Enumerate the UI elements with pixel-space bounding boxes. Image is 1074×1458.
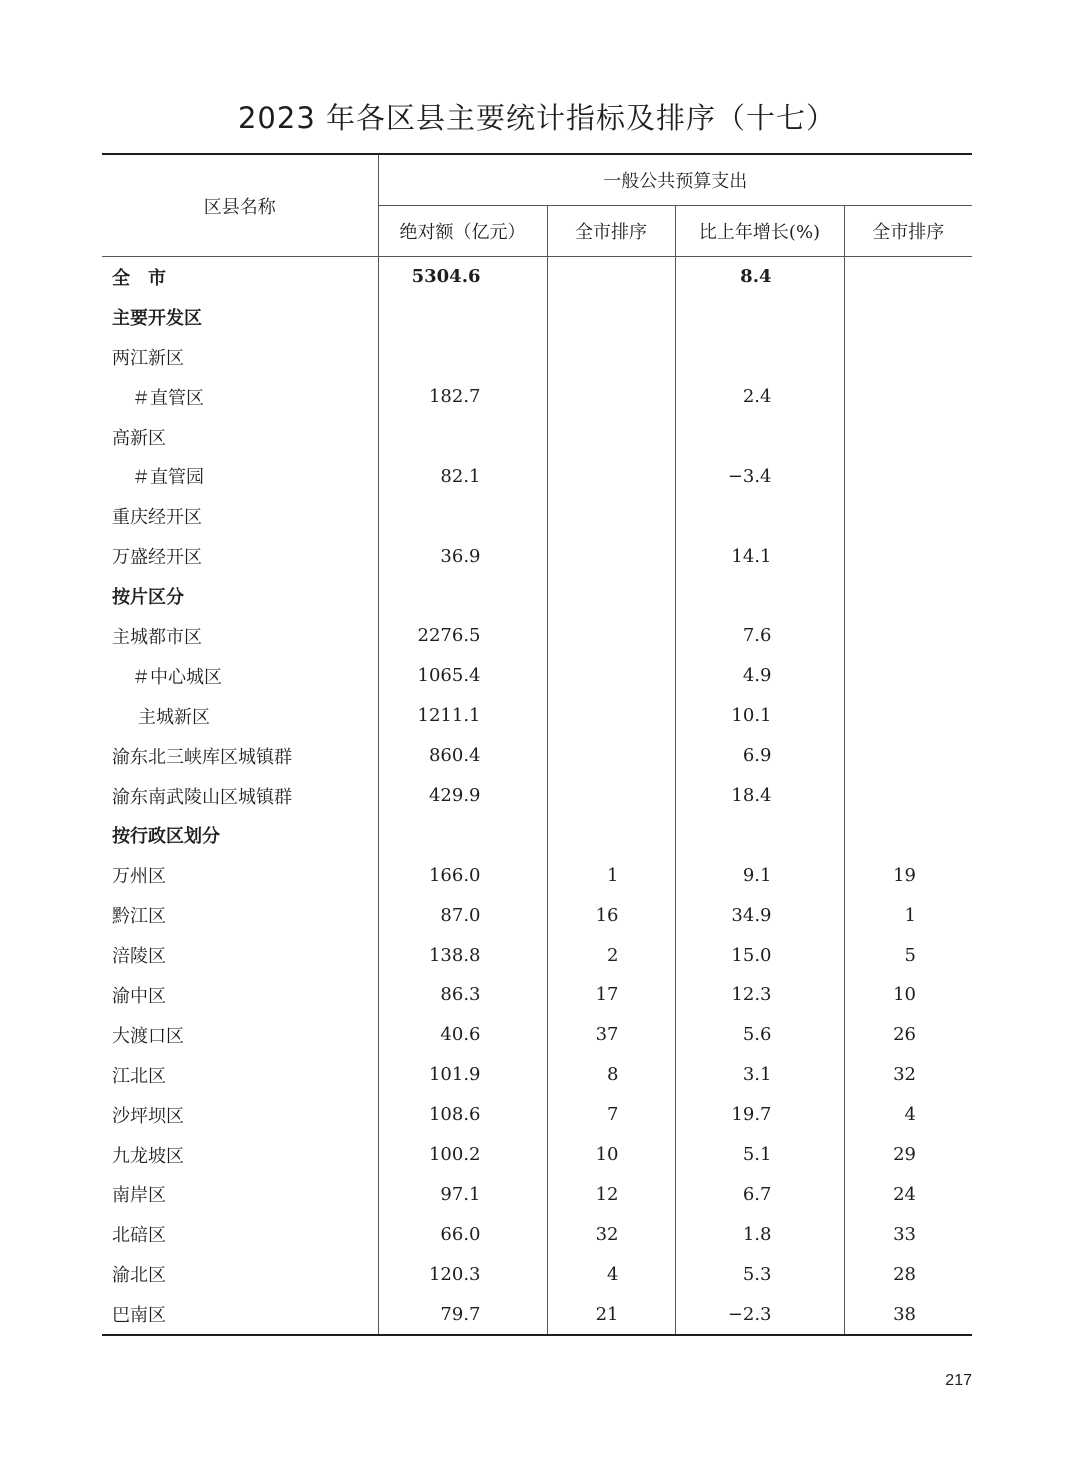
growth-cell: 5.3 bbox=[675, 1254, 844, 1294]
rank-growth-cell bbox=[844, 536, 972, 576]
rank-growth-cell bbox=[844, 576, 972, 616]
growth-cell: −3.4 bbox=[675, 456, 844, 496]
header-budget-expenditure: 一般公共预算支出 bbox=[378, 154, 972, 206]
absolute-amount-cell: 1065.4 bbox=[378, 656, 547, 696]
rank-growth-cell: 28 bbox=[893, 1263, 916, 1285]
table-row bbox=[102, 1015, 972, 1055]
district-name-cell: 渝东南武陵山区城镇群 bbox=[102, 776, 378, 816]
table-row bbox=[102, 1135, 972, 1175]
rank-growth-cell bbox=[844, 337, 972, 377]
absolute-amount-cell: 5304.6 bbox=[378, 257, 547, 297]
growth-cell: 7.6 bbox=[675, 616, 844, 656]
table-row bbox=[102, 1055, 972, 1095]
growth-cell: 19.7 bbox=[675, 1095, 844, 1135]
rank-amount-cell bbox=[547, 297, 675, 337]
table-row bbox=[102, 456, 972, 496]
district-name-cell: ＃直管区 bbox=[102, 377, 378, 417]
rank-growth-cell bbox=[844, 616, 972, 656]
rank-amount-cell bbox=[547, 656, 675, 696]
district-name-cell: 九龙坡区 bbox=[102, 1135, 378, 1175]
absolute-amount-cell: 860.4 bbox=[378, 736, 547, 776]
table-row bbox=[102, 337, 972, 377]
district-name-cell: 渝东北三峡库区城镇群 bbox=[102, 736, 378, 776]
rank-growth-cell bbox=[844, 297, 972, 337]
rank-amount-cell: 37 bbox=[547, 1015, 675, 1055]
rank-growth-cell: 32 bbox=[893, 1064, 916, 1086]
growth-cell: 12.3 bbox=[675, 975, 844, 1015]
district-name-cell: 两江新区 bbox=[102, 337, 378, 377]
rank-amount-cell: 16 bbox=[547, 895, 675, 935]
rank-growth-cell: 10 bbox=[893, 984, 916, 1006]
rank-amount-cell bbox=[547, 257, 675, 297]
growth-cell bbox=[675, 496, 844, 536]
growth-cell: 15.0 bbox=[675, 935, 844, 975]
rank-growth-cell: 1 bbox=[904, 904, 916, 926]
growth-cell bbox=[675, 576, 844, 616]
district-name-cell: 涪陵区 bbox=[102, 935, 378, 975]
table-row bbox=[102, 656, 972, 696]
growth-cell: 4.9 bbox=[675, 656, 844, 696]
rank-amount-cell bbox=[547, 776, 675, 816]
absolute-amount-cell: 40.6 bbox=[378, 1015, 547, 1055]
district-name-cell: 江北区 bbox=[102, 1055, 378, 1095]
growth-cell: 9.1 bbox=[675, 855, 844, 895]
rank-growth-cell bbox=[844, 377, 972, 417]
table-row bbox=[102, 1095, 972, 1135]
district-name-cell: 大渡口区 bbox=[102, 1015, 378, 1055]
absolute-amount-cell: 138.8 bbox=[378, 935, 547, 975]
district-name-cell: 万州区 bbox=[102, 855, 378, 895]
district-name-cell: 南岸区 bbox=[102, 1174, 378, 1214]
growth-cell: −2.3 bbox=[675, 1294, 844, 1335]
growth-cell: 6.9 bbox=[675, 736, 844, 776]
district-name-cell: ＃中心城区 bbox=[102, 656, 378, 696]
table-row bbox=[102, 496, 972, 536]
page-number: 217 bbox=[945, 1372, 972, 1389]
rank-amount-cell: 10 bbox=[547, 1135, 675, 1175]
header-district-name: 区县名称 bbox=[102, 154, 378, 257]
rank-growth-cell bbox=[844, 815, 972, 855]
absolute-amount-cell bbox=[378, 297, 547, 337]
rank-growth-cell: 5 bbox=[904, 944, 916, 966]
growth-cell: 14.1 bbox=[675, 536, 844, 576]
table-row bbox=[102, 895, 972, 935]
table-row bbox=[102, 417, 972, 457]
rank-growth-cell: 19 bbox=[893, 864, 916, 886]
district-name-cell: 主城新区 bbox=[102, 696, 378, 736]
rank-amount-cell: 8 bbox=[547, 1055, 675, 1095]
table-row bbox=[102, 1294, 972, 1335]
rank-amount-cell: 12 bbox=[547, 1174, 675, 1214]
table-row bbox=[102, 576, 972, 616]
district-name-cell: 巴南区 bbox=[102, 1294, 378, 1335]
table-row bbox=[102, 1174, 972, 1214]
growth-cell: 1.8 bbox=[675, 1214, 844, 1254]
rank-growth-cell bbox=[844, 417, 972, 457]
district-name-cell: 全 市 bbox=[102, 257, 378, 297]
absolute-amount-cell bbox=[378, 576, 547, 616]
rank-amount-cell bbox=[547, 536, 675, 576]
table-row bbox=[102, 736, 972, 776]
district-name-cell: 高新区 bbox=[102, 417, 378, 457]
rank-amount-cell bbox=[547, 337, 675, 377]
absolute-amount-cell: 120.3 bbox=[378, 1254, 547, 1294]
table-row bbox=[102, 257, 972, 297]
absolute-amount-cell: 86.3 bbox=[378, 975, 547, 1015]
header-absolute-amount: 绝对额（亿元） bbox=[378, 206, 547, 257]
district-name-cell: 重庆经开区 bbox=[102, 496, 378, 536]
rank-growth-cell bbox=[844, 496, 972, 536]
rank-growth-cell bbox=[844, 696, 972, 736]
district-name-cell: 主要开发区 bbox=[102, 297, 378, 337]
rank-growth-cell: 26 bbox=[893, 1024, 916, 1046]
absolute-amount-cell: 79.7 bbox=[378, 1294, 547, 1335]
rank-growth-cell bbox=[844, 736, 972, 776]
district-name-cell: 渝北区 bbox=[102, 1254, 378, 1294]
growth-cell: 5.1 bbox=[675, 1135, 844, 1175]
growth-cell: 18.4 bbox=[675, 776, 844, 816]
absolute-amount-cell: 87.0 bbox=[378, 895, 547, 935]
rank-amount-cell bbox=[547, 496, 675, 536]
rank-amount-cell bbox=[547, 736, 675, 776]
rank-amount-cell: 7 bbox=[547, 1095, 675, 1135]
statistics-table bbox=[102, 153, 972, 1336]
absolute-amount-cell bbox=[378, 417, 547, 457]
rank-amount-cell: 17 bbox=[547, 975, 675, 1015]
rank-growth-cell bbox=[844, 456, 972, 496]
header-growth: 比上年增长(%) bbox=[675, 206, 844, 257]
table-row bbox=[102, 975, 972, 1015]
absolute-amount-cell: 97.1 bbox=[378, 1174, 547, 1214]
table-row bbox=[102, 815, 972, 855]
rank-amount-cell: 4 bbox=[547, 1254, 675, 1294]
table-row bbox=[102, 297, 972, 337]
absolute-amount-cell: 182.7 bbox=[378, 377, 547, 417]
table-row bbox=[102, 536, 972, 576]
rank-growth-cell bbox=[844, 656, 972, 696]
rank-amount-cell bbox=[547, 616, 675, 656]
statistics-table-container bbox=[102, 153, 972, 1336]
header-rank-growth: 全市排序 bbox=[844, 206, 972, 257]
growth-cell: 6.7 bbox=[675, 1174, 844, 1214]
rank-growth-cell: 4 bbox=[904, 1104, 916, 1126]
rank-amount-cell: 32 bbox=[547, 1214, 675, 1254]
rank-amount-cell: 2 bbox=[547, 935, 675, 975]
growth-cell: 2.4 bbox=[675, 377, 844, 417]
header-rank-amount: 全市排序 bbox=[547, 206, 675, 257]
table-row bbox=[102, 377, 972, 417]
absolute-amount-cell: 166.0 bbox=[378, 855, 547, 895]
absolute-amount-cell: 101.9 bbox=[378, 1055, 547, 1095]
rank-growth-cell bbox=[844, 257, 972, 297]
table-row bbox=[102, 776, 972, 816]
rank-growth-cell: 29 bbox=[893, 1144, 916, 1166]
growth-cell bbox=[675, 337, 844, 377]
absolute-amount-cell bbox=[378, 496, 547, 536]
growth-cell bbox=[675, 417, 844, 457]
growth-cell: 34.9 bbox=[675, 895, 844, 935]
absolute-amount-cell bbox=[378, 815, 547, 855]
rank-amount-cell bbox=[547, 696, 675, 736]
growth-cell: 3.1 bbox=[675, 1055, 844, 1095]
absolute-amount-cell: 1211.1 bbox=[378, 696, 547, 736]
rank-amount-cell bbox=[547, 576, 675, 616]
table-row bbox=[102, 855, 972, 895]
rank-growth-cell: 24 bbox=[893, 1183, 916, 1205]
table-header bbox=[102, 154, 972, 257]
rank-growth-cell bbox=[844, 776, 972, 816]
growth-cell: 8.4 bbox=[675, 257, 844, 297]
table-row bbox=[102, 1214, 972, 1254]
absolute-amount-cell bbox=[378, 337, 547, 377]
table-row bbox=[102, 696, 972, 736]
district-name-cell: 万盛经开区 bbox=[102, 536, 378, 576]
rank-amount-cell bbox=[547, 417, 675, 457]
rank-amount-cell bbox=[547, 815, 675, 855]
district-name-cell: 主城都市区 bbox=[102, 616, 378, 656]
rank-amount-cell: 1 bbox=[547, 855, 675, 895]
absolute-amount-cell: 36.9 bbox=[378, 536, 547, 576]
absolute-amount-cell: 82.1 bbox=[378, 456, 547, 496]
growth-cell: 10.1 bbox=[675, 696, 844, 736]
table-row bbox=[102, 935, 972, 975]
table-row bbox=[102, 616, 972, 656]
absolute-amount-cell: 66.0 bbox=[378, 1214, 547, 1254]
page-title: 2023 年各区县主要统计指标及排序（十七） bbox=[237, 101, 837, 135]
district-name-cell: ＃直管园 bbox=[102, 456, 378, 496]
absolute-amount-cell: 108.6 bbox=[378, 1095, 547, 1135]
district-name-cell: 按行政区划分 bbox=[102, 815, 378, 855]
rank-amount-cell: 21 bbox=[547, 1294, 675, 1335]
district-name-cell: 沙坪坝区 bbox=[102, 1095, 378, 1135]
rank-amount-cell bbox=[547, 456, 675, 496]
district-name-cell: 渝中区 bbox=[102, 975, 378, 1015]
absolute-amount-cell: 2276.5 bbox=[378, 616, 547, 656]
absolute-amount-cell: 429.9 bbox=[378, 776, 547, 816]
growth-cell bbox=[675, 815, 844, 855]
rank-growth-cell: 33 bbox=[893, 1223, 916, 1245]
growth-cell bbox=[675, 297, 844, 337]
district-name-cell: 黔江区 bbox=[102, 895, 378, 935]
district-name-cell: 北碚区 bbox=[102, 1214, 378, 1254]
table-row bbox=[102, 1254, 972, 1294]
table-body bbox=[102, 257, 972, 1336]
growth-cell: 5.6 bbox=[675, 1015, 844, 1055]
absolute-amount-cell: 100.2 bbox=[378, 1135, 547, 1175]
district-name-cell: 按片区分 bbox=[102, 576, 378, 616]
rank-growth-cell: 38 bbox=[844, 1294, 972, 1335]
rank-amount-cell bbox=[547, 377, 675, 417]
